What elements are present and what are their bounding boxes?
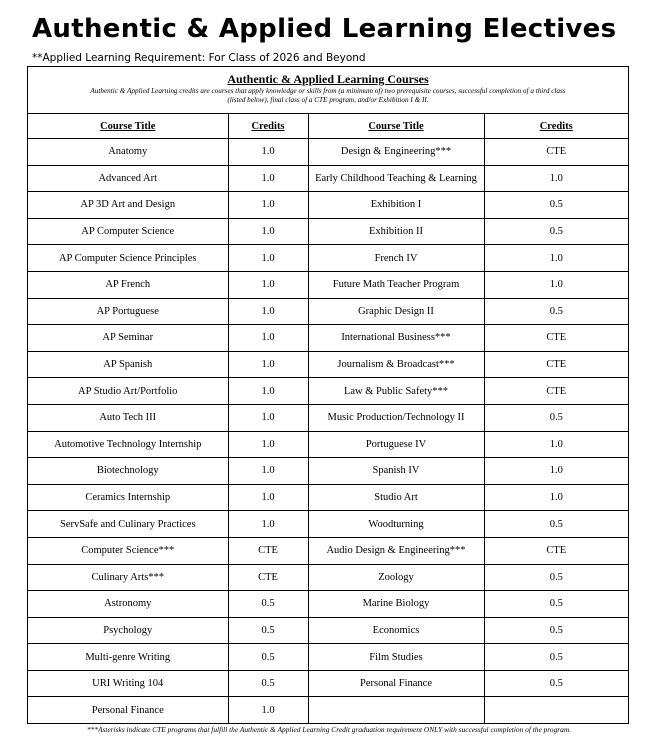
course-title-left: ServSafe and Culinary Practices xyxy=(28,511,228,538)
course-title-left: AP Spanish xyxy=(28,351,228,378)
course-title-right: Graphic Design II xyxy=(308,298,484,325)
credits-right: CTE xyxy=(484,139,628,166)
header-credits-left: Credits xyxy=(228,114,308,139)
table-row xyxy=(28,139,628,166)
course-title-right: Portuguese IV xyxy=(308,431,484,458)
credits-right: CTE xyxy=(484,325,628,352)
description-line-2: (listed below), final class of a CTE program, and/or Exhibition I & II. xyxy=(227,96,429,104)
header-course-title-right: Course Title xyxy=(308,114,484,139)
table-row xyxy=(28,458,628,485)
table-row xyxy=(28,378,628,405)
table-row xyxy=(28,351,628,378)
credits-left: CTE xyxy=(228,537,308,564)
header-credits-right: Credits xyxy=(484,114,628,139)
course-title-right: Journalism & Broadcast*** xyxy=(308,351,484,378)
course-title-right: Studio Art xyxy=(308,484,484,511)
credits-left: 1.0 xyxy=(228,431,308,458)
table-row xyxy=(28,644,628,671)
credits-right xyxy=(484,697,628,723)
course-title-left: Culinary Arts*** xyxy=(28,564,228,591)
table-row xyxy=(28,218,628,245)
credits-left: 1.0 xyxy=(228,458,308,485)
course-title-left: AP Computer Science Principles xyxy=(28,245,228,272)
credits-right: 1.0 xyxy=(484,431,628,458)
header-course-title-left: Course Title xyxy=(28,114,228,139)
credits-right: 0.5 xyxy=(484,192,628,219)
credits-left: 1.0 xyxy=(228,325,308,352)
table-row xyxy=(28,591,628,618)
course-title-left: AP 3D Art and Design xyxy=(28,192,228,219)
table-row xyxy=(28,670,628,697)
course-title-right: Economics xyxy=(308,617,484,644)
footnote: ***Asterisks indicate CTE programs that fulfill the Authentic & Applied Learning Credit graduation requirement ONLY with successful completion of the program. xyxy=(86,725,572,734)
credits-right: 0.5 xyxy=(484,670,628,697)
courses-box xyxy=(27,66,629,724)
course-title-right: Spanish IV xyxy=(308,458,484,485)
page-subtitle: **Applied Learning Requirement: For Class of 2026 and Beyond xyxy=(32,52,366,64)
course-title-right xyxy=(308,697,484,723)
courses-box-description xyxy=(28,86,628,105)
table-row xyxy=(28,617,628,644)
credits-right: 1.0 xyxy=(484,245,628,272)
page-title: Authentic & Applied Learning Electives xyxy=(32,14,617,44)
courses-box-header xyxy=(28,67,628,114)
course-title-right: French IV xyxy=(308,245,484,272)
credits-right: 1.0 xyxy=(484,271,628,298)
course-title-left: AP Portuguese xyxy=(28,298,228,325)
table-row xyxy=(28,325,628,352)
credits-left: 0.5 xyxy=(228,617,308,644)
table-row xyxy=(28,271,628,298)
credits-left: 0.5 xyxy=(228,644,308,671)
course-title-left: AP Seminar xyxy=(28,325,228,352)
credits-left: 1.0 xyxy=(228,351,308,378)
credits-left: 1.0 xyxy=(228,245,308,272)
credits-right: 1.0 xyxy=(484,484,628,511)
credits-right: 0.5 xyxy=(484,644,628,671)
course-title-right: Marine Biology xyxy=(308,591,484,618)
course-title-left: Auto Tech III xyxy=(28,404,228,431)
credits-right: 0.5 xyxy=(484,404,628,431)
course-title-left: Anatomy xyxy=(28,139,228,166)
credits-left: 1.0 xyxy=(228,139,308,166)
credits-right: 0.5 xyxy=(484,298,628,325)
table-row xyxy=(28,697,628,723)
course-title-left: AP Studio Art/Portfolio xyxy=(28,378,228,405)
table-row xyxy=(28,484,628,511)
course-title-right: Exhibition II xyxy=(308,218,484,245)
course-title-left: Biotechnology xyxy=(28,458,228,485)
table-header-row xyxy=(28,114,628,139)
table-row xyxy=(28,511,628,538)
credits-right: 0.5 xyxy=(484,591,628,618)
table-row xyxy=(28,192,628,219)
course-title-left: Multi-genre Writing xyxy=(28,644,228,671)
course-title-right: Early Childhood Teaching & Learning xyxy=(308,165,484,192)
course-title-left: Psychology xyxy=(28,617,228,644)
course-title-left: Advanced Art xyxy=(28,165,228,192)
courses-box-heading: Authentic & Applied Learning Courses xyxy=(227,72,429,86)
credits-left: 1.0 xyxy=(228,484,308,511)
courses-table xyxy=(28,114,628,723)
course-title-left: Personal Finance xyxy=(28,697,228,723)
course-title-left: AP French xyxy=(28,271,228,298)
course-title-left: Ceramics Internship xyxy=(28,484,228,511)
course-title-left: URI Writing 104 xyxy=(28,670,228,697)
credits-right: CTE xyxy=(484,351,628,378)
credits-left: 1.0 xyxy=(228,511,308,538)
table-row xyxy=(28,404,628,431)
credits-right: 0.5 xyxy=(484,617,628,644)
table-row xyxy=(28,537,628,564)
credits-right: CTE xyxy=(484,537,628,564)
course-title-right: Zoology xyxy=(308,564,484,591)
credits-right: CTE xyxy=(484,378,628,405)
credits-right: 0.5 xyxy=(484,564,628,591)
credits-left: 0.5 xyxy=(228,591,308,618)
credits-right: 1.0 xyxy=(484,458,628,485)
table-row xyxy=(28,298,628,325)
course-title-right: Audio Design & Engineering*** xyxy=(308,537,484,564)
credits-left: 1.0 xyxy=(228,697,308,723)
credits-left: 1.0 xyxy=(228,271,308,298)
course-title-right: International Business*** xyxy=(308,325,484,352)
credits-left: 1.0 xyxy=(228,192,308,219)
course-title-right: Music Production/Technology II xyxy=(308,404,484,431)
credits-left: 1.0 xyxy=(228,298,308,325)
credits-left: 0.5 xyxy=(228,670,308,697)
course-title-right: Exhibition I xyxy=(308,192,484,219)
credits-right: 0.5 xyxy=(484,218,628,245)
course-title-left: Astronomy xyxy=(28,591,228,618)
course-title-right: Future Math Teacher Program xyxy=(308,271,484,298)
course-title-right: Personal Finance xyxy=(308,670,484,697)
course-title-left: Computer Science*** xyxy=(28,537,228,564)
credits-left: 1.0 xyxy=(228,378,308,405)
course-title-right: Woodturning xyxy=(308,511,484,538)
table-row xyxy=(28,165,628,192)
description-line-1: Authentic & Applied Learning credits are courses that apply knowledge or skills from (a minimum of) two prerequisite courses, successful completion of a third class xyxy=(90,87,566,95)
credits-right: 0.5 xyxy=(484,511,628,538)
course-title-right: Law & Public Safety*** xyxy=(308,378,484,405)
table-body xyxy=(28,139,628,724)
credits-left: 1.0 xyxy=(228,404,308,431)
course-title-right: Film Studies xyxy=(308,644,484,671)
table-row xyxy=(28,245,628,272)
course-title-left: Automotive Technology Internship xyxy=(28,431,228,458)
course-title-right: Design & Engineering*** xyxy=(308,139,484,166)
table-row xyxy=(28,431,628,458)
credits-left: CTE xyxy=(228,564,308,591)
credits-left: 1.0 xyxy=(228,218,308,245)
table-row xyxy=(28,564,628,591)
credits-left: 1.0 xyxy=(228,165,308,192)
credits-right: 1.0 xyxy=(484,165,628,192)
course-title-left: AP Computer Science xyxy=(28,218,228,245)
